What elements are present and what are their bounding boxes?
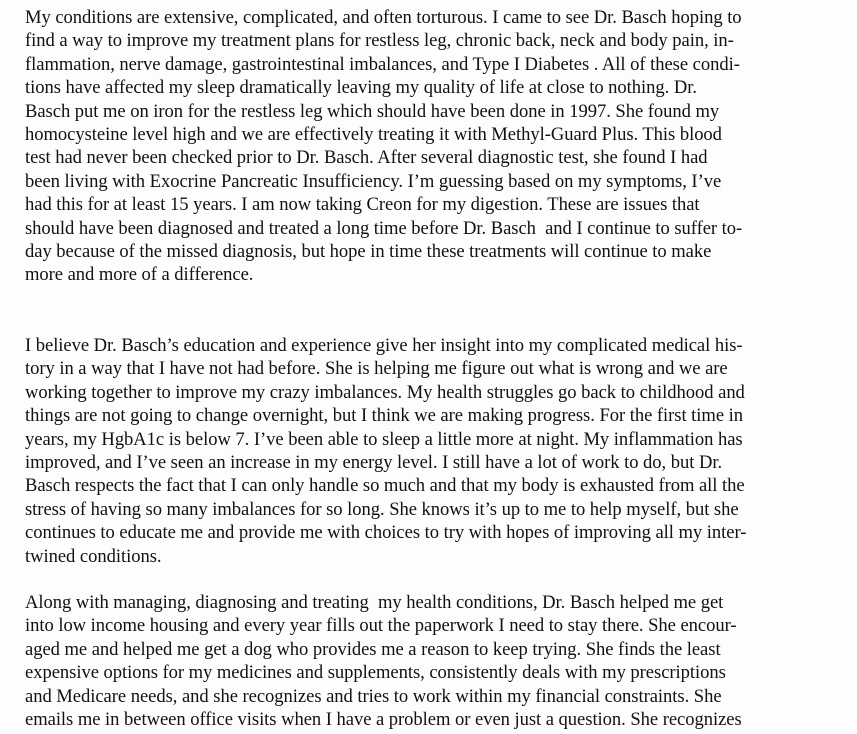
- text-line: emails me in between office visits when I have a problem or even just a question. She recognizes: [25, 709, 742, 731]
- text-line: working together to improve my crazy imbalances. My health struggles go back to childhood and: [25, 381, 745, 403]
- text-line: into low income housing and every year fills out the paperwork I need to stay there. She encour-: [25, 615, 737, 637]
- text-line: test had never been checked prior to Dr. Basch. After several diagnostic test, she found I had: [25, 147, 708, 169]
- text-line: twined conditions.: [25, 545, 162, 567]
- text-line: more and more of a difference.: [25, 264, 254, 286]
- paragraph-education-experience: [25, 334, 857, 568]
- text-line: things are not going to change overnight, but I think we are making progress. For the first time in: [25, 405, 743, 427]
- text-line: find a way to improve my treatment plans for restless leg, chronic back, neck and body pain, in-: [25, 30, 734, 52]
- text-line: years, my HgbA1c is below 7. I’ve been able to sleep a little more at night. My inflammation has: [25, 428, 743, 450]
- text-line: aged me and helped me get a dog who provides me a reason to keep trying. She finds the least: [25, 638, 721, 660]
- text-line: and Medicare needs, and she recognizes and tries to work within my financial constraints. She: [25, 685, 722, 707]
- text-line: tions have affected my sleep dramatically leaving my quality of life at close to nothing. Dr.: [25, 77, 697, 99]
- text-line: improved, and I’ve seen an increase in my energy level. I still have a lot of work to do, but Dr.: [25, 452, 723, 474]
- text-line: continues to educate me and provide me with choices to try with hopes of improving all my inter-: [25, 522, 747, 544]
- text-line: I believe Dr. Basch’s education and experience give her insight into my complicated medical his-: [25, 335, 743, 356]
- text-line: been living with Exocrine Pancreatic Insufficiency. I’m guessing based on my symptoms, I’ve: [25, 170, 722, 192]
- text-line: Basch put me on iron for the restless leg which should have been done in 1997. She found my: [25, 100, 720, 122]
- text-line: should have been diagnosed and treated a long time before Dr. Basch and I continue to suffer to-: [25, 217, 743, 239]
- text-line: tory in a way that I have not had before. She is helping me figure out what is wrong and we are: [25, 358, 728, 380]
- text-line: day because of the missed diagnosis, but hope in time these treatments will continue to make: [25, 241, 712, 263]
- text-line: Basch respects the fact that I can only handle so much and that my body is exhausted from all the: [25, 475, 745, 497]
- text-line: Along with managing, diagnosing and treating my health conditions, Dr. Basch helped me get: [25, 592, 724, 613]
- text-line: expensive options for my medicines and supplements, consistently deals with my prescriptions: [25, 662, 726, 684]
- text-line: had this for at least 15 years. I am now taking Creon for my digestion. These are issues that: [25, 194, 700, 216]
- text-line: My conditions are extensive, complicated, and often torturous. I came to see Dr. Basch hoping to: [25, 7, 742, 28]
- paragraph-additional-support: [25, 591, 857, 731]
- text-line: flammation, nerve damage, gastrointestinal imbalances, and Type I Diabetes . All of these condi-: [25, 53, 740, 75]
- text-line: stress of having so many imbalances for so long. She knows it’s up to me to help myself, but she: [25, 498, 739, 520]
- text-line: homocysteine level high and we are effectively treating it with Methyl-Guard Plus. This blood: [25, 124, 722, 146]
- paragraph-conditions: [25, 6, 857, 287]
